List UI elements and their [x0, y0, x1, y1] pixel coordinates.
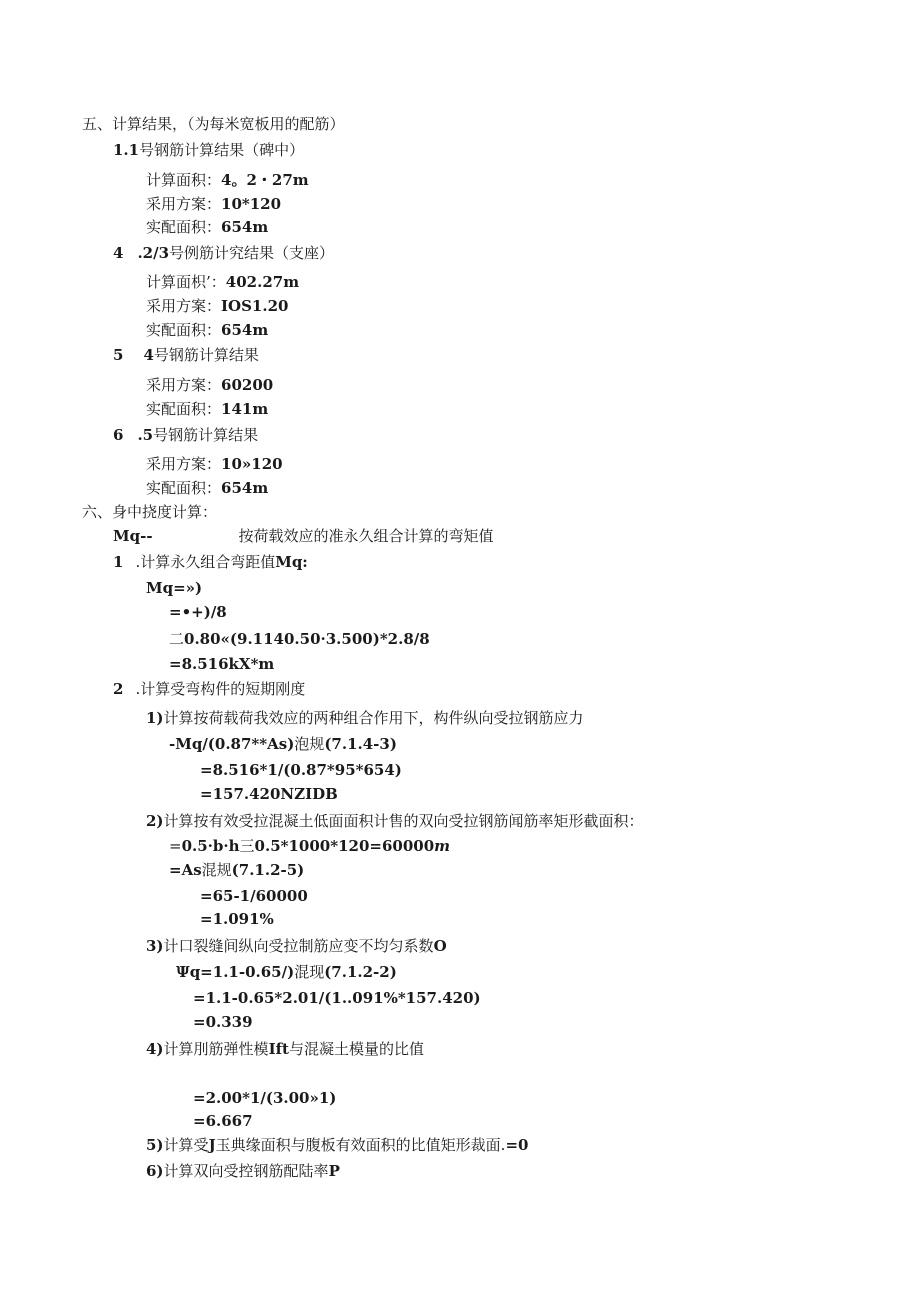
code-reference: 泡规: [294, 735, 325, 753]
result-3-index: 5: [113, 346, 124, 364]
sub-2-number: 2): [146, 812, 164, 830]
result-1-calc-area: [146, 171, 309, 189]
equals-sign: 三: [239, 837, 255, 855]
sub-4-text-end: 与混凝土模量的比值: [288, 1040, 424, 1058]
sub-2-heading: [146, 812, 644, 830]
step-2-text: .计算受弯构件的短期刚度: [135, 680, 306, 698]
result-2-calc-area: [146, 273, 299, 291]
sub-1-formula-2: =8.516*1/(0.87*95*654): [200, 761, 402, 779]
sub-1-formula-3: =157.420NZIDB: [200, 785, 338, 803]
mq-definition: [113, 527, 494, 545]
step-1-heading: [113, 553, 308, 571]
sub-1-number: 1): [146, 709, 164, 727]
formula-result: 0.5*1000*120=60000: [254, 837, 435, 855]
sub-5-number: 5): [146, 1136, 164, 1154]
clause-number: (7.1.2-2): [324, 963, 397, 981]
formula-expression: 0.80«(9.1140.50·3.500)*2.8/8: [184, 630, 430, 648]
formula-expression: =As: [169, 861, 202, 879]
actual-area-value: 654m: [221, 218, 269, 236]
sub-2-formula-2: [169, 861, 304, 879]
result-4-number: .5: [137, 426, 154, 444]
sub-5-text-end: 玉典缘面积与腹板有效面积的比值矩形裁面.: [215, 1136, 506, 1154]
actual-area-label: 实配面积：: [146, 400, 222, 418]
result-3-actual-area: [146, 400, 268, 418]
result-1-scheme: [146, 195, 281, 213]
sub-2-formula-4: =1.091%: [200, 910, 274, 928]
calc-area-value: 402.27m: [225, 273, 300, 291]
result-1-heading: [113, 141, 304, 159]
scheme-value: IOS1.20: [221, 297, 289, 315]
sub-1-heading: [146, 709, 584, 727]
step-1-text: .计算永久组合弯距值: [135, 553, 276, 571]
sub-3-formula-2: =1.1-0.65*2.01/(1..091%*157.420): [193, 989, 481, 1007]
code-reference: 混现: [294, 963, 325, 981]
step-2-heading: [113, 680, 305, 698]
code-reference: 混规: [201, 861, 232, 879]
step-1-number: 1: [113, 553, 124, 571]
formula-expression: -Mq/(0.87**As): [169, 735, 295, 753]
result-1-number: 1.1: [113, 141, 140, 159]
sub-4-formula-2: =6.667: [193, 1112, 253, 1130]
section-6-title: 六、身中挠度计算：: [82, 503, 218, 521]
scheme-value: 10»120: [221, 455, 283, 473]
result-2-actual-area: [146, 321, 268, 339]
step-2-number: 2: [113, 680, 124, 698]
sub-4-symbol: Ift: [268, 1040, 289, 1058]
equals-sign: =: [169, 837, 182, 855]
scheme-label: 采用方案：: [146, 455, 222, 473]
result-2-title: 号例筋计究结果（支座）: [169, 244, 335, 262]
actual-area-label: 实配面积：: [146, 479, 222, 497]
result-1-actual-area: [146, 218, 268, 236]
result-4-actual-area: [146, 479, 268, 497]
equals-sign: 二: [169, 630, 185, 648]
scheme-label: 采用方案：: [146, 376, 222, 394]
step-1-symbol: Mq:: [275, 553, 308, 571]
step-1-formula-2: =•+)/8: [169, 603, 227, 621]
scheme-value: 60200: [221, 376, 274, 394]
sub-6-symbol: P: [328, 1162, 340, 1180]
sub-3-heading: [146, 937, 447, 955]
sub-4-number: 4): [146, 1040, 164, 1058]
actual-area-value: 141m: [221, 400, 269, 418]
result-3-scheme: [146, 376, 273, 394]
sub-2-text: 计算按有效受拉混凝土低面面积计售的双向受拉钢筋闻筋率矩形截面积：: [163, 812, 644, 830]
result-3-title: 号钢筋计算结果: [153, 346, 259, 364]
clause-number: (7.1.2-5): [231, 861, 305, 879]
result-1-title: 号钢筋计算结果（碑中）: [139, 141, 305, 159]
result-2-scheme: [146, 297, 288, 315]
sub-6-number: 6): [146, 1162, 164, 1180]
sub-3-symbol: O: [433, 937, 447, 955]
sub-1-text: 计算按荷载荷我效应的两种组合作用下，构件纵向受拉钢筋应力: [163, 709, 584, 727]
result-4-index: 6: [113, 426, 124, 444]
actual-area-value: 654m: [221, 479, 269, 497]
actual-area-label: 实配面积：: [146, 321, 222, 339]
calc-area-label: 计算面积：: [146, 171, 222, 189]
clause-number: (7.1.4-3): [324, 735, 397, 753]
result-4-scheme: [146, 455, 283, 473]
sub-4-heading: [146, 1040, 424, 1058]
sub-5-symbol: J: [208, 1136, 216, 1154]
result-2-heading: [113, 244, 334, 262]
sub-5-value: =0: [505, 1136, 529, 1154]
sub-5-heading: [146, 1136, 528, 1154]
step-1-formula-4: =8.516kX*m: [169, 655, 275, 673]
calc-area-value: 4。2・27m: [221, 171, 309, 189]
mq-description: 按荷载效应的准永久组合计算的弯矩值: [238, 527, 494, 545]
sub-5-text: 计算受: [163, 1136, 209, 1154]
step-1-formula-3: [169, 630, 430, 648]
sub-4-formula-1: =2.00*1/(3.00»1): [193, 1089, 337, 1107]
sub-1-formula-1: [169, 735, 397, 753]
actual-area-label: 实配面积：: [146, 218, 222, 236]
sub-3-formula-1: [176, 963, 397, 981]
actual-area-value: 654m: [221, 321, 269, 339]
result-3-number: 4: [143, 346, 154, 364]
section-5-title: 五、计算结果，（为每米宽板用的配筋）: [82, 115, 345, 133]
step-1-formula-1: Mq=»): [146, 579, 203, 597]
scheme-label: 采用方案：: [146, 297, 222, 315]
result-2-index: 4: [113, 244, 124, 262]
sub-3-formula-3: =0.339: [193, 1013, 253, 1031]
formula-expression: Ψq=1.1-0.65/): [176, 963, 295, 981]
result-2-number: .2/3: [137, 244, 170, 262]
sub-2-formula-1: [169, 837, 450, 855]
result-3-heading: [113, 346, 259, 364]
result-4-heading: [113, 426, 258, 444]
formula-expression: 0.5·b·h: [181, 837, 240, 855]
scheme-value: 10*120: [221, 195, 282, 213]
sub-3-number: 3): [146, 937, 164, 955]
scheme-label: 采用方案：: [146, 195, 222, 213]
sub-4-text: 计算刖筋弹性模: [163, 1040, 269, 1058]
sub-6-heading: [146, 1162, 340, 1180]
sub-3-text: 计口裂缝间纵向受拉制筋应变不均匀系数: [163, 937, 434, 955]
result-4-title: 号钢筋计算结果: [153, 426, 259, 444]
sub-2-formula-3: =65-1/60000: [200, 887, 308, 905]
mq-symbol: Mq--: [113, 527, 153, 545]
sub-6-text: 计算双向受控钢筋配陆率: [163, 1162, 329, 1180]
calc-area-label: 计算面枳’：: [146, 273, 226, 291]
unit: m: [434, 837, 451, 855]
